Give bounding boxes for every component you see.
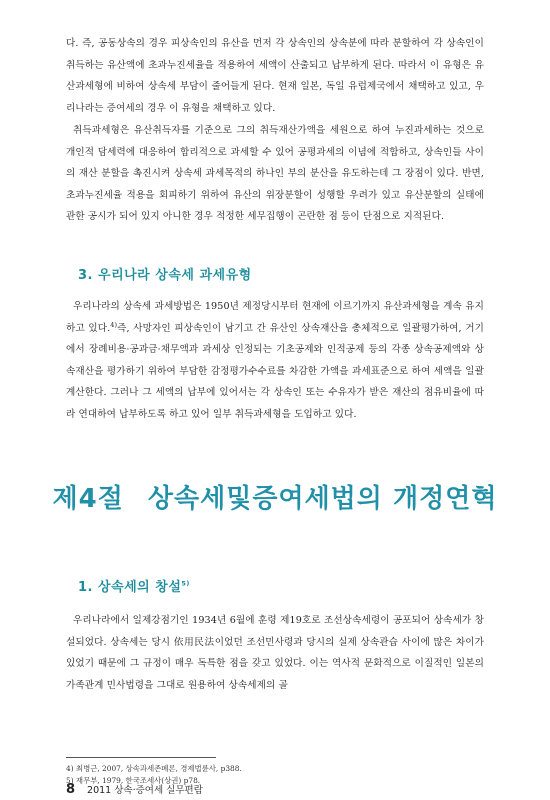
footnote-ref-5[interactable]: 5) — [181, 579, 190, 588]
chapter-name: 상속세및증여세법의 개정연혁 — [147, 484, 498, 514]
section-heading-1: 1. 상속세의 창설$^{5)}$ — [78, 579, 190, 595]
chapter-number: 제4절 — [52, 484, 124, 514]
paragraph-intro: 다. 즉, 공동상속의 경우 피상속인의 유산을 먼저 각 상속인의 상속분에 따라 분할하여 각 상속인이 취득하는 유산액에 초과누진세율을 적용하여 세액이 산출되고 납부하게 된다. 따라서 이 유형은 유산과세형에 비하여 상속세 부담이 줄어들게 된다. 현재 일본, 독일 유럽제국에서 채택하고 있고, 우리나라는 증여세의 경우 이 유형을 채택하고 있다. — [66, 38, 484, 114]
running-title: 2011 상속·증여세 실무편람 — [87, 785, 203, 796]
paragraph-korea-tax-method: 우리나라의 상속세 과세방법은 1950년 제정당시부터 현재에 이르기까지 유산과세형을 계속 유지하고 있다.$^{4)}$즉, 사망자인 피상속인이 남기고 간 유산인 상속재산을 총체적으로 일괄평가하여, 거기에서 장례비용·공과금·채무액과 과세상 인정되는 기초공제와 인적공제 등의 각종 상속공제액와 상속재산을 평가하기 위하여 부담한 감정평가수수료를 차감한 가액을 과세표준으로 하여 세액을 일괄 계산한다. 그러나 그 세액의 납부에 있어서는 각 상속인 또는 수유자가 받은 재산의 점유비율에 따라 연대하여 납부하도록 하고 있어 일부 취득과세형을 도입하고 있다. — [66, 301, 484, 420]
footnote-ref-4[interactable]: 4) — [110, 320, 118, 329]
footnote-4: 4) 최병근, 2007, 상속과세존폐론, 경제법륜사, p388. — [66, 764, 242, 773]
paragraph-inheritance-tax-origin: 우리나라에서 일제강점기인 1934년 6월에 훈령 제19호로 조선상속세령이 공포되어 상속세가 창설되었다. 상속세는 당시 依用民法이었던 조선민사령과 당시의 실제 상속관습 사이에 많은 차이가 있었기 때문에 그 규정이 매우 독특한 점을 갖고 있었다. 이는 역사적 문화적으로 이질적인 일본의 가족관계 민사법령을 그대로 원용하여 상속세제의 골 — [66, 615, 484, 691]
footnote-5: 5) 재무부, 1979, 한국조세사(상권) p78. — [66, 776, 201, 785]
page-number: 8 — [66, 782, 76, 797]
paragraph-acquisition-tax: 취득과세형은 유산취득자를 기준으로 그의 취득재산가액을 세원으로 하여 누진과세하는 것으로 개인적 담세력에 대응하여 합리적으로 과세할 수 있어 공평과세의 이념에 적합하고, 상속인들 사이의 재산 분할을 촉진시켜 상속세 과세목적의 하나인 부의 분산을 유도하는데 그 장점이 있다. 반면, 초과누진세율 적용을 회피하기 위하여 유산의 위장분할이 성행할 우려가 있고 유산분할의 실태에 관한 공시가 되어 있지 아니한 경우 적정한 세무집행이 곤란한 점 등이 단점으로 지적된다. — [66, 125, 484, 222]
chapter-title — [0, 478, 550, 515]
section-heading-3: 3. 우리나라 상속세 과세유형 — [78, 268, 252, 283]
footnote-divider — [66, 757, 216, 758]
page-footer — [66, 782, 203, 797]
